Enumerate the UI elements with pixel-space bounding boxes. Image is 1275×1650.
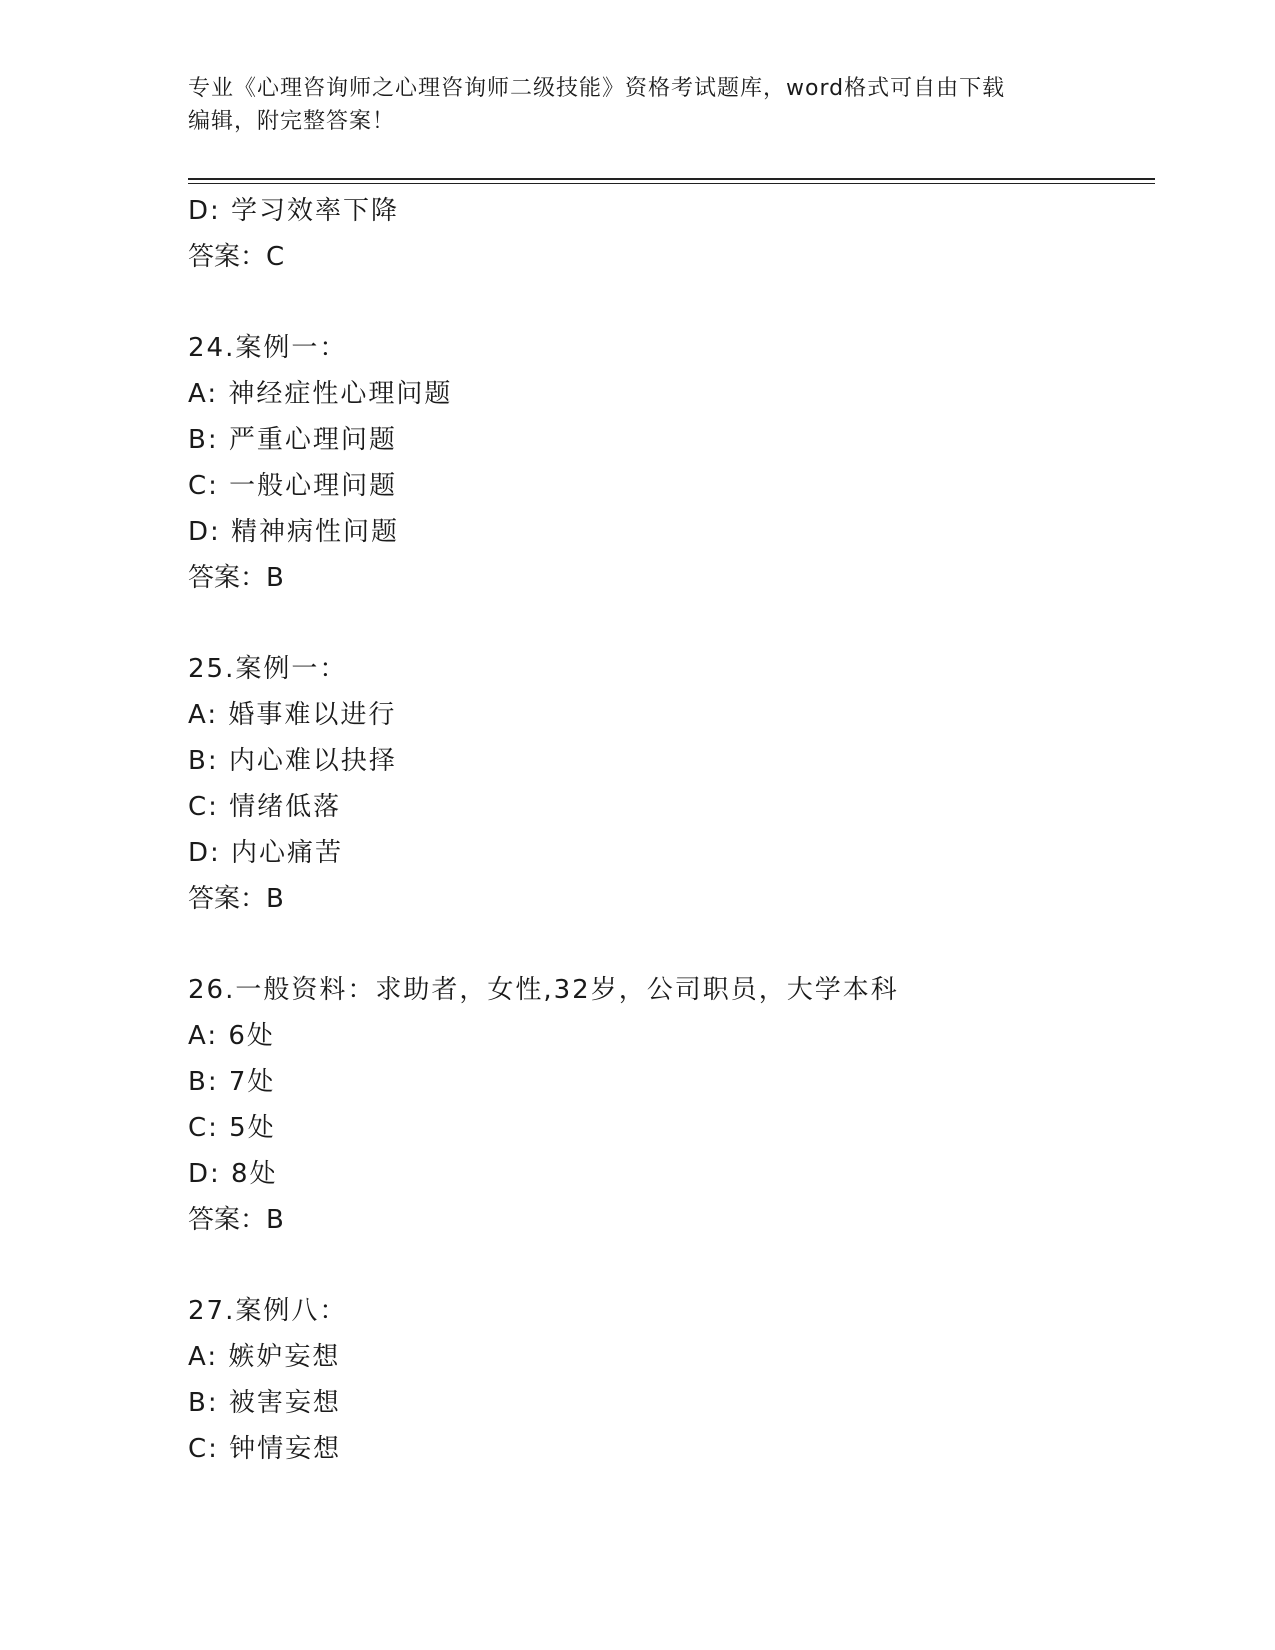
header-line-2: 编辑，附完整答案！ — [188, 109, 396, 134]
option-c: C: 情绪低落 — [188, 792, 342, 822]
option-b: B: 严重心理问题 — [188, 425, 397, 455]
answer: 答案：C — [188, 242, 285, 272]
option-c: C: 5处 — [188, 1113, 276, 1143]
option-d: D: 精神病性问题 — [188, 517, 400, 547]
question-27 — [188, 1288, 1148, 1472]
header-divider-thick — [188, 178, 1155, 180]
option-a: A: 嫉妒妄想 — [188, 1342, 341, 1372]
question-25 — [188, 646, 1148, 922]
option-b: B: 被害妄想 — [188, 1388, 341, 1418]
question-stem: 26.一般资料：求助者，女性,32岁，公司职员，大学本科 — [188, 975, 899, 1005]
option-d: D: 8处 — [188, 1159, 278, 1189]
document-header — [188, 72, 1068, 138]
option-d: D: 学习效率下降 — [188, 196, 400, 226]
answer: 答案：B — [188, 884, 284, 914]
answer: 答案：B — [188, 1205, 284, 1235]
option-a: A: 6处 — [188, 1021, 275, 1051]
question-list — [188, 188, 1148, 1472]
option-b: B: 内心难以抉择 — [188, 746, 397, 776]
header-line-1: 专业《心理咨询师之心理咨询师二级技能》资格考试题库，word格式可自由下载 — [188, 76, 1006, 101]
option-a: A: 婚事难以进行 — [188, 700, 397, 730]
question-stem: 24.案例一： — [188, 333, 348, 363]
option-c: C: 一般心理问题 — [188, 471, 398, 501]
option-a: A: 神经症性心理问题 — [188, 379, 453, 409]
question-stem: 27.案例八： — [188, 1296, 348, 1326]
option-d: D: 内心痛苦 — [188, 838, 344, 868]
answer: 答案：B — [188, 563, 284, 593]
question-24 — [188, 325, 1148, 601]
option-b: B: 7处 — [188, 1067, 276, 1097]
header-divider-thin — [188, 183, 1155, 184]
option-c: C: 钟情妄想 — [188, 1434, 342, 1464]
question-26 — [188, 967, 1148, 1243]
question-stem: 25.案例一： — [188, 654, 348, 684]
